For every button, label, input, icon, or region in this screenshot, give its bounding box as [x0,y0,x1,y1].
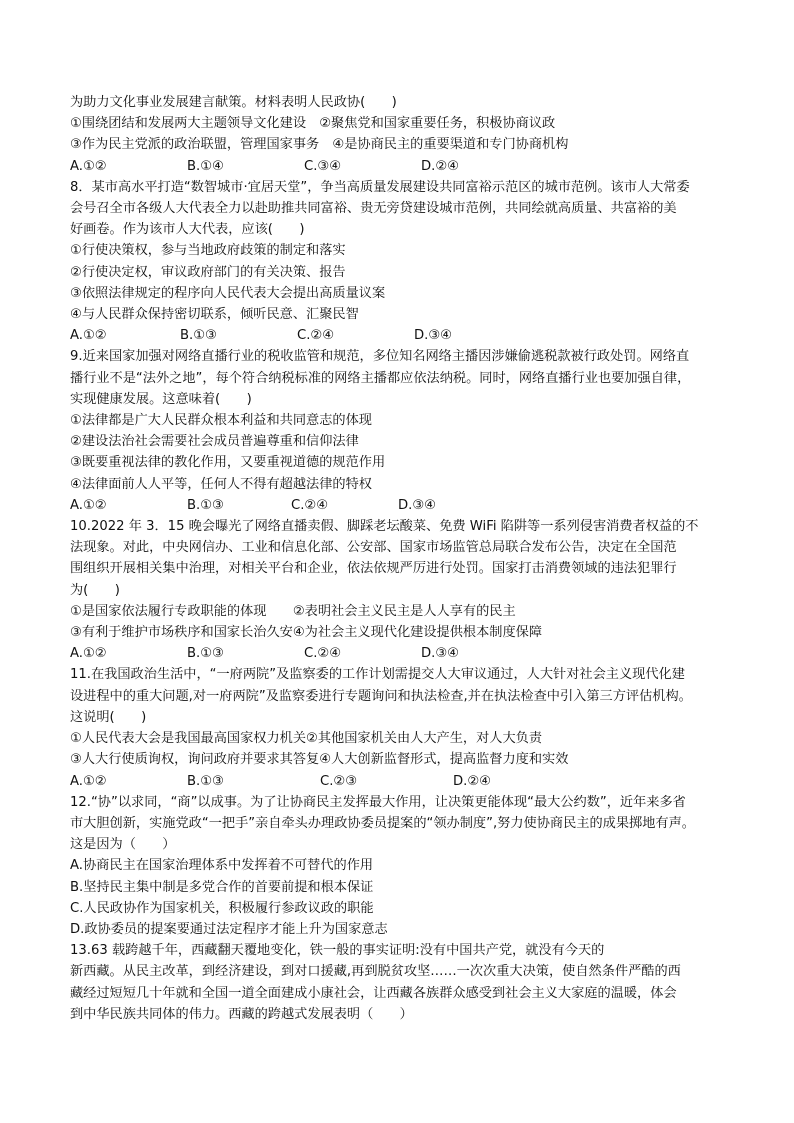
option-c[interactable]: C.②③ [320,773,358,789]
option-c[interactable]: C.②④ [297,328,335,344]
question-8-stem-line-3: 好画卷。作为该市人大代表，应该( ) [70,222,305,238]
option-a[interactable]: A.①② [70,646,107,662]
question-12-option-a[interactable]: A.协商民主在国家治理体系中发挥着不可替代的作用 [70,858,374,874]
question-9-statement-4: ④法律面前人人平等，任何人不得有超越法律的特权 [70,476,372,492]
question-7-statement-3-4: ③作为民主党派的政治联盟，管理国家事务 ④是协商民主的重要渠道和专门协商机构 [70,137,569,153]
question-7 [70,92,730,177]
question-12-option-b[interactable]: B.坚持民主集中制是多党合作的首要前提和根本保证 [70,879,374,895]
option-d[interactable]: D.③④ [421,646,459,662]
question-8-statement-4: ④与人民群众保持密切联系，倾听民意、汇聚民智 [70,307,359,323]
question-9-options [70,495,730,516]
question-8-statement-1: ①行使决策权，参与当地政府歧策的制定和落实 [70,243,346,259]
question-13-stem-line-3: 藏经过短短几十年就和全国一道全面建成小康社会，让西藏各族群众感受到社会主义大家庭的温暖，体会 [70,985,677,1001]
question-7-options [70,156,730,177]
question-10-statement-1-2: ①是国家依法履行专政职能的体现 ②表明社会主义民主是人人享有的民主 [70,603,516,619]
question-7-stem: 为助力文化事业发展建言献策。材料表明人民政协( ) [70,95,397,110]
question-8-statement-3: ③依照法律规定的程序向人民代表大会提出高质量议案 [70,285,386,301]
question-11-statement-3-4: ③人大行使质询权，询问政府并要求其答复④人大创新监督形式，提高监督力度和实效 [70,752,569,768]
question-12-stem-line-2: 市大胆创新，实施党政“一把手”亲自牵头办理政协委员提案的“领办制度”,努力使协商民主的成果掷地有声。 [70,815,695,831]
question-12-option-d[interactable]: D.政协委员的提案要通过法定程序才能上升为国家意志 [70,921,388,937]
option-d[interactable]: D.②④ [421,158,459,174]
question-9-stem-line-1: 9.近来国家加强对网络直播行业的税收监管和规范，多位知名网络主播因涉嫌偷逃税款被行政处罚。网络直 [70,349,690,365]
option-b[interactable]: B.①③ [187,497,224,513]
option-d[interactable]: D.②④ [453,773,491,789]
question-9-stem-line-2: 播行业不是“法外之地”，每个符合纳税标准的网络主播都应依法纳税。同时，网络直播行业也要加强自律， [70,370,691,386]
option-b[interactable]: B.①③ [180,328,217,344]
option-c[interactable]: C.②④ [304,646,342,662]
question-13-stem-line-2: 新西藏。从民主改革，到经济建设，到对口援藏,再到脱贫攻坚……一次次重大决策，使自然条件严酷的西 [70,964,681,980]
option-c[interactable]: C.③④ [304,158,342,174]
question-9 [70,346,730,516]
option-a[interactable]: A.①② [70,497,107,513]
question-8-stem-line-1: 8．某市高水平打造“数智城市·宜居天堂”，争当高质量发展建设共同富裕示范区的城市范例。该市人大常委 [70,179,690,195]
question-10-stem-line-4: 为( ) [70,582,120,598]
option-d[interactable]: D.③④ [414,328,452,344]
question-9-statement-1: ①法律都是广大人民群众根本利益和共同意志的体现 [70,413,372,429]
question-10-stem-line-2: 法现象。对此，中央网信办、工业和信息化部、公安部、国家市场监管总局联合发布公告，决定在全国范 [70,540,677,556]
question-11 [70,664,730,791]
question-9-statement-2: ②建设法治社会需要社会成员普遍尊重和信仰法律 [70,434,359,450]
question-9-statement-3: ③既要重视法律的教化作用，又要重视道德的规范作用 [70,455,386,471]
question-13-stem-line-4: 到中华民族共同体的伟力。西藏的跨越式发展表明（ ） [70,1006,413,1022]
question-13 [70,940,730,1025]
question-11-stem-line-2: 设进程中的重大问题,对一府两院”及监察委进行专题询问和执法检查,并在执法检查中引入第三方评估机构。 [70,688,692,704]
question-8-options [70,325,730,346]
question-10 [70,516,730,664]
option-b[interactable]: B.①③ [187,773,224,789]
question-11-stem-line-3: 这说明( ) [70,709,147,725]
question-8 [70,177,730,347]
question-13-stem-line-1: 13.63 载跨越千年，西藏翻天覆地变化，铁一般的事实证明:没有中国共产党，就没有今天的 [70,943,605,959]
question-9-stem-line-3: 实现健康发展。这意味着( ) [70,391,252,407]
option-b[interactable]: B.①③ [187,646,224,662]
question-11-stem-line-1: 11.在我国政治生活中，“一府两院”及监察委的工作计划需提交人大审议通过，人大针对社会主义现代化建 [70,667,685,683]
question-10-options [70,643,730,664]
question-10-statement-3-4: ③有利于维护市场秩序和国家长治久安④为社会主义现代化建设提供根本制度保障 [70,625,543,641]
question-10-stem-line-3: 围组织开展相关集中治理，对相关平台和企业，依法依规严厉进行处罚。国家打击消费领域的违法犯罪行 [70,561,677,577]
question-12-stem-line-3: 这是因为（ ） [70,837,176,853]
question-12-stem-line-1: 12.“协”以求同，“商”以成事。为了让协商民主发挥最大作用，让决策更能体现“最大公约数”，近年来多省 [70,794,686,810]
question-11-options [70,771,730,792]
question-12-option-c[interactable]: C.人民政协作为国家机关，积极履行参政议政的职能 [70,900,374,916]
question-10-stem-line-1: 10.2022 年 3．15 晚会曝光了网络直播卖假、脚踩老坛酸菜、免费 WiFi 陷阱等一系列侵害消费者权益的不 [70,519,699,535]
question-12 [70,792,730,940]
option-d[interactable]: D.③④ [398,497,436,513]
question-11-statement-1-2: ①人民代表大会是我国最高国家权力机关②其他国家机关由人大产生，对人大负责 [70,731,543,747]
option-a[interactable]: A.①② [70,158,107,174]
option-a[interactable]: A.①② [70,328,107,344]
option-c[interactable]: C.②④ [291,497,329,513]
question-7-statement-1-2: ①围绕团结和发展两大主题领导文化建设 ②聚焦党和国家重要任务，积极协商议政 [70,116,556,132]
exam-page [70,92,730,1025]
option-a[interactable]: A.①② [70,773,107,789]
option-b[interactable]: B.①④ [187,158,224,174]
question-8-stem-line-2: 会号召全市各级人大代表全力以赴助推共同富裕、贵无旁贷建设城市范例，共同绘就高质量、共富裕的美 [70,201,677,217]
question-8-statement-2: ②行使决定权，审议政府部门的有关决策、报告 [70,264,346,280]
